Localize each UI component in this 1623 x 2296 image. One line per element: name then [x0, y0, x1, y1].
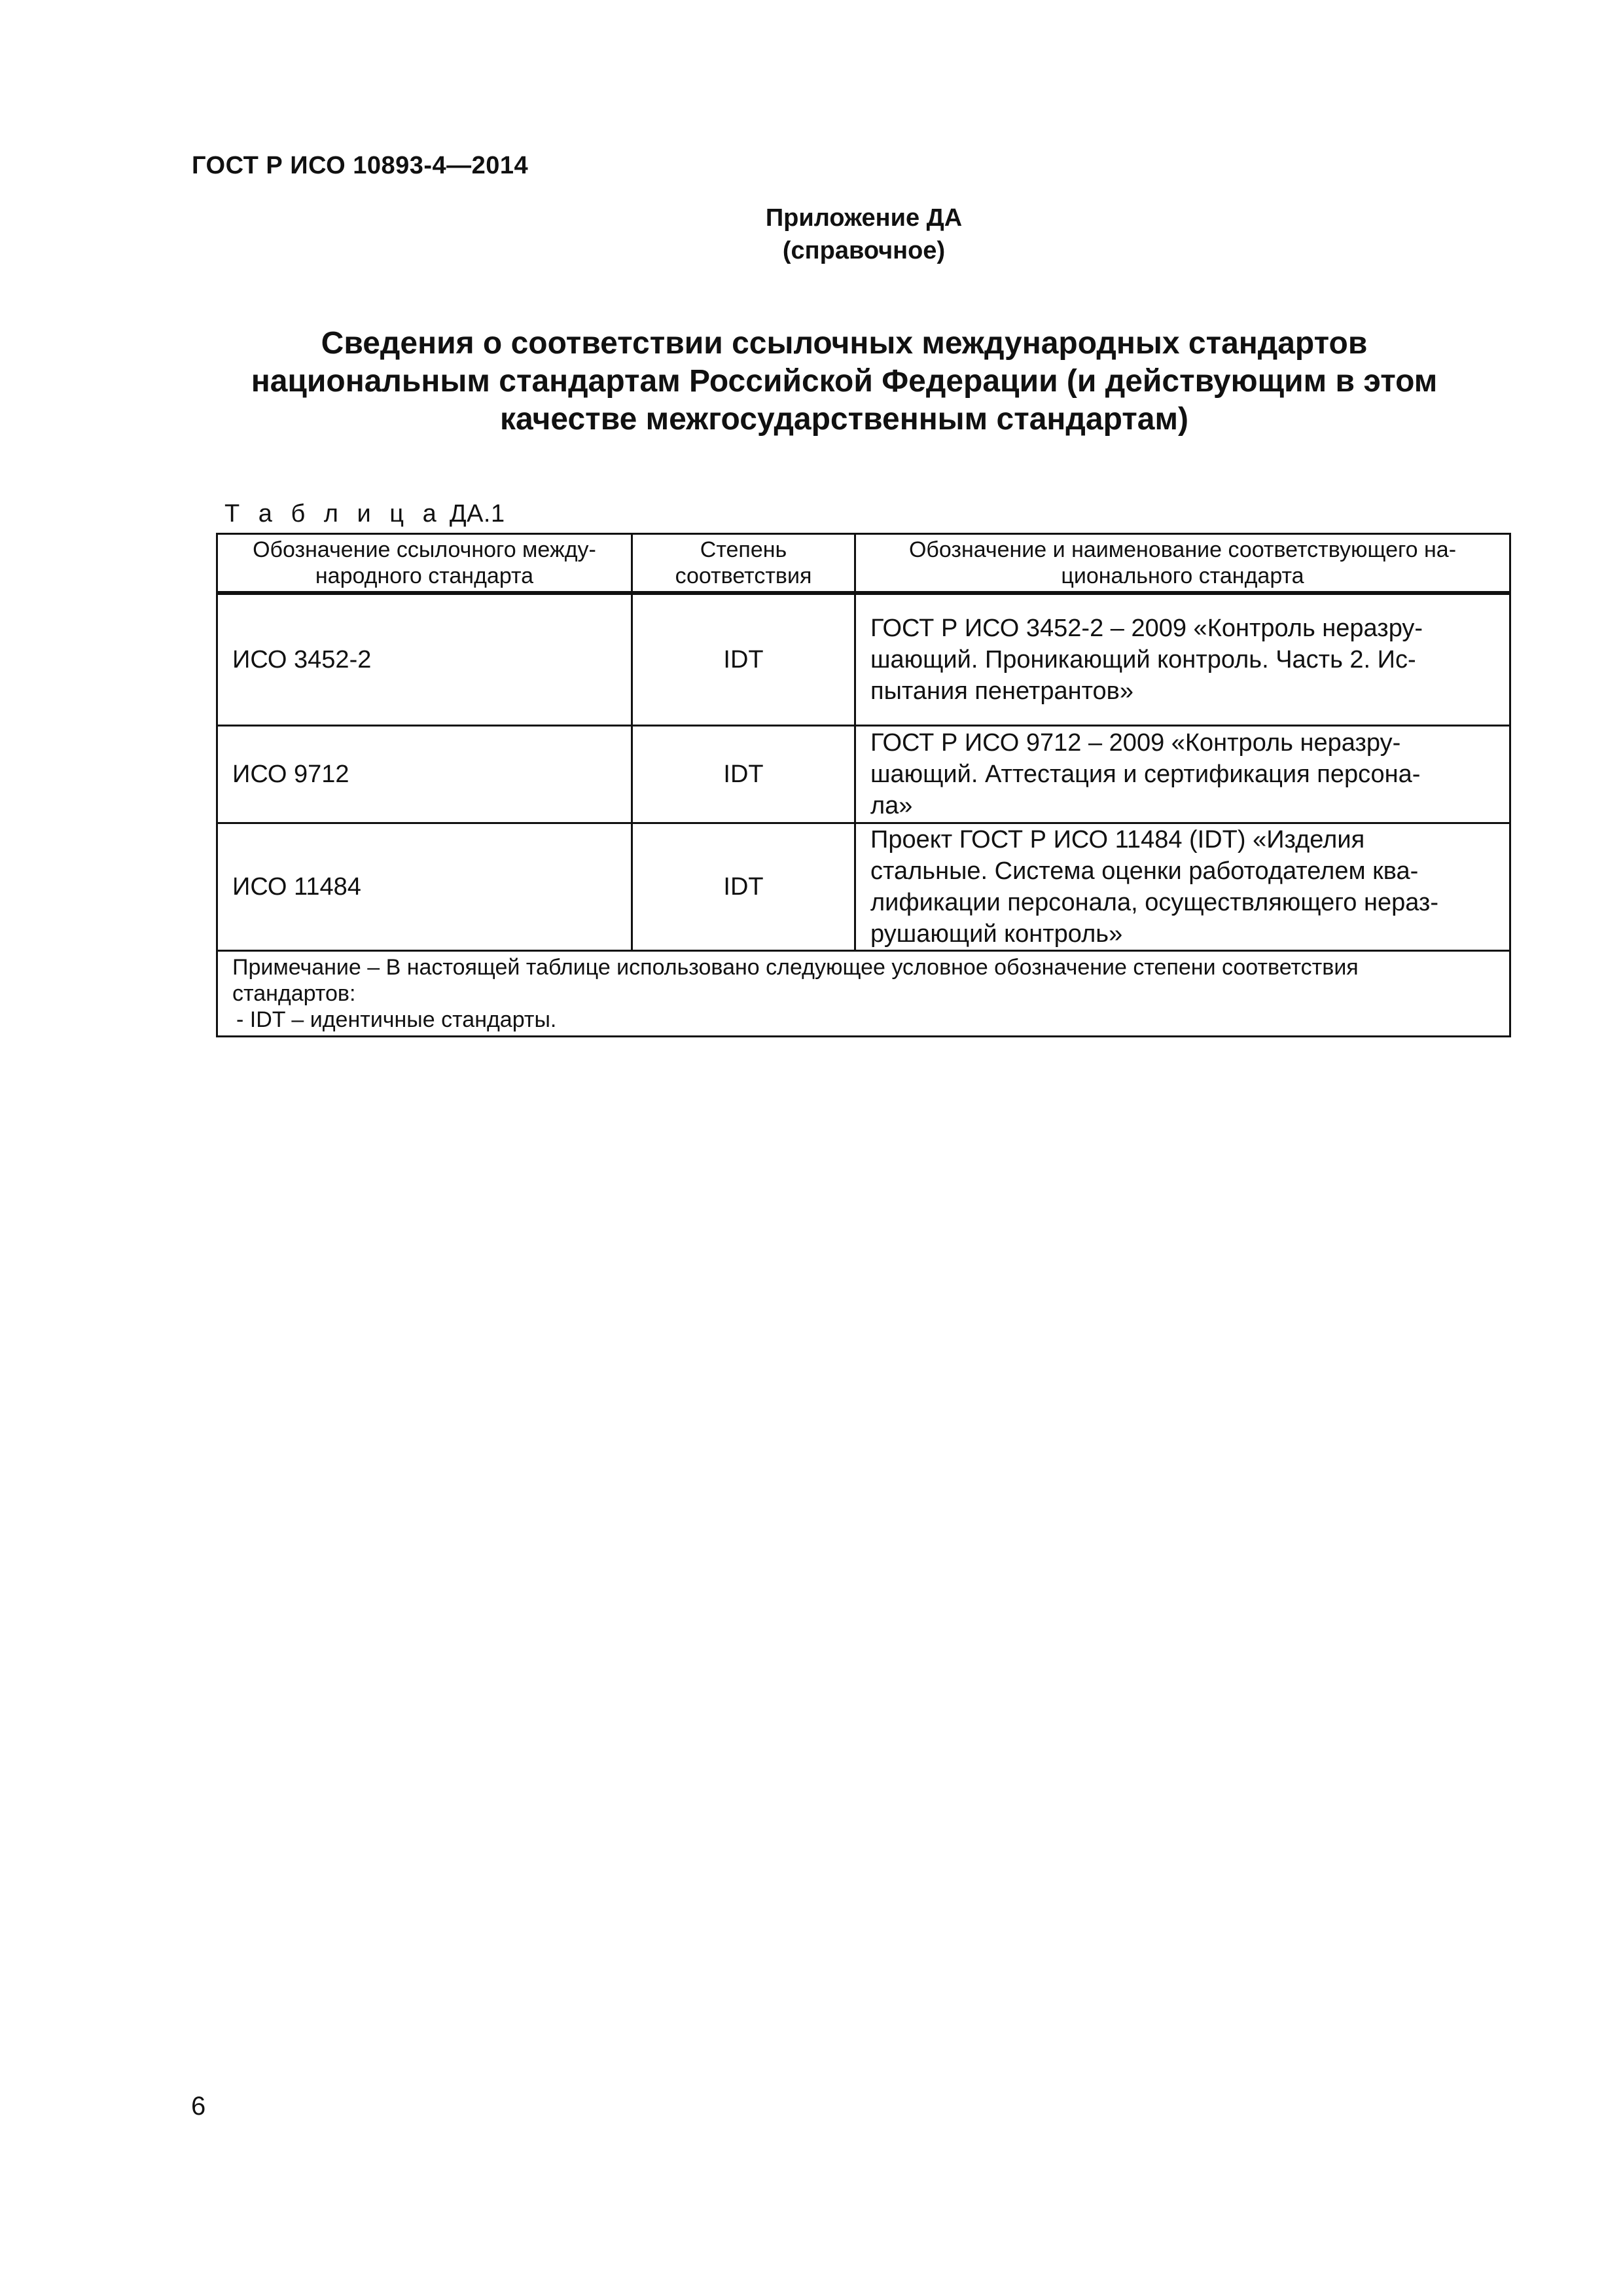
header-degree-of-correspondence: Степень соответствия: [632, 534, 855, 594]
standards-correspondence-table: [216, 533, 1511, 1037]
table-row: [217, 823, 1510, 951]
national-standard-cell: ГОСТ Р ИСО 3452-2 – 2009 «Контроль неразру- шающий. Проникающий контроль. Часть 2. Ис- пытания пенетрантов»: [855, 593, 1510, 726]
table-caption: [224, 500, 505, 528]
degree-cell: IDT: [632, 726, 855, 823]
title-line: качестве межгосударственным стандартам): [500, 402, 1188, 437]
title-line: национальным стандартам Российской Федерации (и действующим в этом: [251, 364, 1438, 399]
degree-cell: IDT: [632, 823, 855, 951]
header-international-standard: Обозначение ссылочного между- народного стандарта: [217, 534, 632, 594]
table-row: [217, 593, 1510, 726]
iso-standard-cell: ИСО 9712: [217, 726, 632, 823]
header-national-standard: Обозначение и наименование соответствующего на- ционального стандарта: [855, 534, 1510, 594]
table-row: [217, 726, 1510, 823]
iso-standard-cell: ИСО 11484: [217, 823, 632, 951]
note-text: стандартов:: [232, 981, 356, 1006]
appendix-title: [196, 325, 1492, 439]
table-caption-number: ДА.1: [449, 500, 505, 528]
iso-standard-cell: ИСО 3452-2: [217, 593, 632, 726]
title-line: Сведения о соответствии ссылочных международных стандартов: [321, 326, 1368, 361]
appendix-label: Приложение ДА: [765, 204, 963, 232]
appendix-heading: [654, 202, 1073, 267]
note-item: - IDT – идентичные стандарты.: [236, 1007, 557, 1032]
degree-cell: IDT: [632, 593, 855, 726]
page-number: 6: [191, 2092, 206, 2121]
national-standard-cell: ГОСТ Р ИСО 9712 – 2009 «Контроль неразру- шающий. Аттестация и сертификация персона- ла»: [855, 726, 1510, 823]
table-note-row: [217, 951, 1510, 1037]
table-header-row: [217, 534, 1510, 594]
national-standard-cell: Проект ГОСТ Р ИСО 11484 (IDT) «Изделия стальные. Система оценки работодателем ква- лификации персонала, осуществляющего нераз- рушающий контроль»: [855, 823, 1510, 951]
appendix-status: (справочное): [782, 237, 946, 264]
document-code-header: ГОСТ Р ИСО 10893-4—2014: [192, 152, 529, 179]
table-note: [217, 951, 1510, 1037]
note-text: Примечание – В настоящей таблице использовано следующее условное обозначение степени соответствия: [232, 955, 1359, 980]
table-caption-prefix: Т а б л и ц а: [224, 500, 442, 528]
